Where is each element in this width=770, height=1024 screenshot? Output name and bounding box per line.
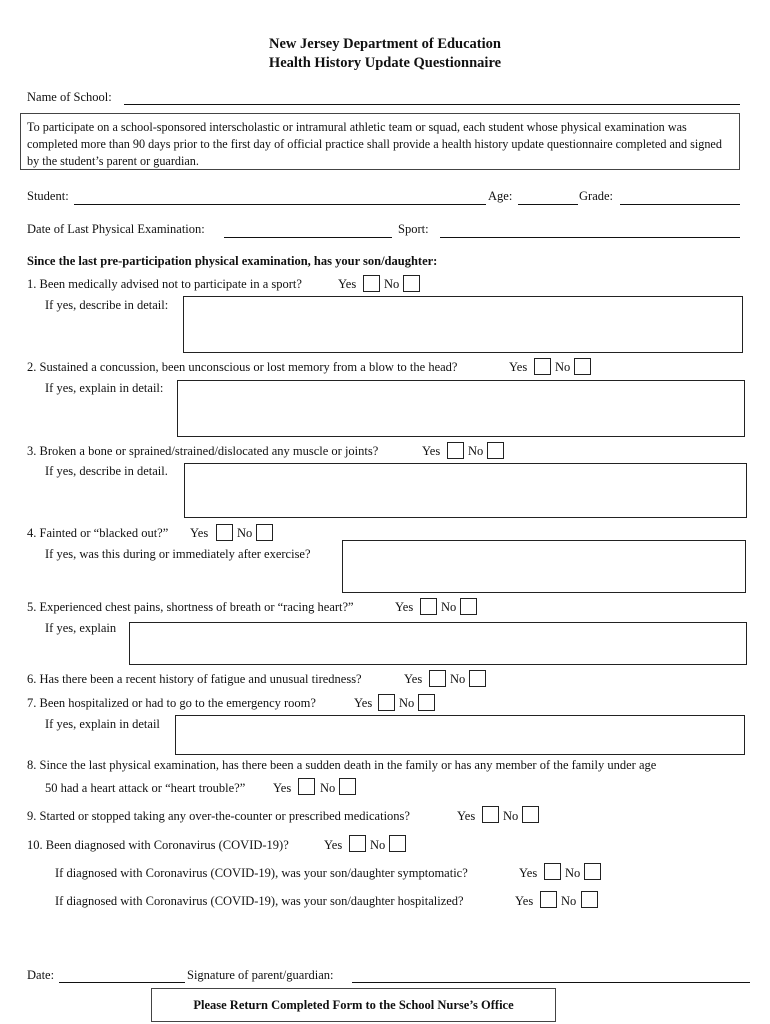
form-subtitle: Health History Update Questionnaire bbox=[268, 55, 502, 71]
q9-yes-checkbox[interactable] bbox=[482, 806, 499, 823]
student-field[interactable] bbox=[74, 204, 486, 205]
q6-no-checkbox[interactable] bbox=[469, 670, 486, 687]
q7-no-checkbox[interactable] bbox=[418, 694, 435, 711]
q3-yes-label: Yes bbox=[422, 444, 441, 458]
question-5: 5. Experienced chest pains, shortness of breath or “racing heart?” bbox=[27, 600, 354, 614]
q5-yes-label: Yes bbox=[395, 600, 414, 614]
school-name-label: Name of School: bbox=[27, 90, 112, 104]
date-label: Date: bbox=[27, 968, 55, 982]
age-label: Age: bbox=[488, 189, 513, 203]
q7-no-label: No bbox=[399, 696, 415, 710]
sport-field[interactable] bbox=[440, 237, 740, 238]
q9-no-checkbox[interactable] bbox=[522, 806, 539, 823]
q10-yes-label: Yes bbox=[324, 838, 343, 852]
q4-detail-label: If yes, was this during or immediately after exercise? bbox=[45, 547, 311, 561]
q2-no-label: No bbox=[555, 360, 571, 374]
grade-label: Grade: bbox=[579, 189, 614, 203]
q3-detail-field[interactable] bbox=[184, 463, 747, 518]
q2-no-checkbox[interactable] bbox=[574, 358, 591, 375]
q6-no-label: No bbox=[450, 672, 466, 686]
q10b-no-checkbox[interactable] bbox=[581, 891, 598, 908]
question-4: 4. Fainted or “blacked out?” bbox=[27, 526, 169, 540]
q4-no-label: No bbox=[237, 526, 253, 540]
q1-yes-checkbox[interactable] bbox=[363, 275, 380, 292]
q7-yes-checkbox[interactable] bbox=[378, 694, 395, 711]
q2-yes-label: Yes bbox=[509, 360, 528, 374]
q9-yes-label: Yes bbox=[457, 809, 476, 823]
q6-yes-checkbox[interactable] bbox=[429, 670, 446, 687]
q7-yes-label: Yes bbox=[354, 696, 373, 710]
question-8-line-2: 50 had a heart attack or “heart trouble?” bbox=[45, 781, 246, 795]
question-7: 7. Been hospitalized or had to go to the emergency room? bbox=[27, 696, 316, 710]
last-exam-field[interactable] bbox=[224, 237, 392, 238]
school-name-field[interactable] bbox=[124, 104, 740, 105]
q6-yes-label: Yes bbox=[404, 672, 423, 686]
q10b-no-label: No bbox=[561, 894, 577, 908]
last-exam-label: Date of Last Physical Examination: bbox=[27, 222, 205, 236]
question-8-line-1: 8. Since the last physical examination, has there been a sudden death in the family or has any member of the family under age bbox=[27, 758, 657, 772]
q4-no-checkbox[interactable] bbox=[256, 524, 273, 541]
q1-detail-label: If yes, describe in detail: bbox=[45, 298, 169, 312]
grade-field[interactable] bbox=[620, 204, 740, 205]
question-10b: If diagnosed with Coronavirus (COVID-19), was your son/daughter hospitalized? bbox=[55, 894, 464, 908]
q8-no-checkbox[interactable] bbox=[339, 778, 356, 795]
q10b-yes-checkbox[interactable] bbox=[540, 891, 557, 908]
q10a-no-checkbox[interactable] bbox=[584, 863, 601, 880]
question-10a: If diagnosed with Coronavirus (COVID-19), was your son/daughter symptomatic? bbox=[55, 866, 468, 880]
q3-no-label: No bbox=[468, 444, 484, 458]
q2-detail-label: If yes, explain in detail: bbox=[45, 381, 164, 395]
q9-no-label: No bbox=[503, 809, 519, 823]
q3-yes-checkbox[interactable] bbox=[447, 442, 464, 459]
question-6: 6. Has there been a recent history of fatigue and unusual tiredness? bbox=[27, 672, 362, 686]
q4-yes-checkbox[interactable] bbox=[216, 524, 233, 541]
q2-yes-checkbox[interactable] bbox=[534, 358, 551, 375]
age-field[interactable] bbox=[518, 204, 578, 205]
student-label: Student: bbox=[27, 189, 69, 203]
signature-field[interactable] bbox=[352, 982, 750, 983]
q10-no-label: No bbox=[370, 838, 386, 852]
form-title: New Jersey Department of Education bbox=[269, 36, 501, 52]
q5-yes-checkbox[interactable] bbox=[420, 598, 437, 615]
q10-no-checkbox[interactable] bbox=[389, 835, 406, 852]
q4-yes-label: Yes bbox=[190, 526, 209, 540]
q10b-yes-label: Yes bbox=[515, 894, 534, 908]
q7-detail-field[interactable] bbox=[175, 715, 745, 755]
q10-yes-checkbox[interactable] bbox=[349, 835, 366, 852]
q3-no-checkbox[interactable] bbox=[487, 442, 504, 459]
question-3: 3. Broken a bone or sprained/strained/dislocated any muscle or joints? bbox=[27, 444, 379, 458]
q8-yes-label: Yes bbox=[273, 781, 292, 795]
q5-detail-label: If yes, explain bbox=[45, 621, 117, 635]
q8-no-label: No bbox=[320, 781, 336, 795]
q1-detail-field[interactable] bbox=[183, 296, 743, 353]
q1-no-checkbox[interactable] bbox=[403, 275, 420, 292]
eligibility-notice: To participate on a school-sponsored interscholastic or intramural athletic team or squad, each student whose physical examination was completed more than 90 days prior to the first day of official practice shall provide a health history update questionnaire completed and signed by the student’s parent or guardian. bbox=[20, 113, 740, 170]
question-10: 10. Been diagnosed with Coronavirus (COVID-19)? bbox=[27, 838, 289, 852]
q1-no-label: No bbox=[384, 277, 400, 291]
q5-no-checkbox[interactable] bbox=[460, 598, 477, 615]
q5-no-label: No bbox=[441, 600, 457, 614]
q7-detail-label: If yes, explain in detail bbox=[45, 717, 160, 731]
q4-detail-field[interactable] bbox=[342, 540, 746, 593]
signature-label: Signature of parent/guardian: bbox=[187, 968, 334, 982]
q10a-yes-label: Yes bbox=[519, 866, 538, 880]
sport-label: Sport: bbox=[398, 222, 429, 236]
q1-yes-label: Yes bbox=[338, 277, 357, 291]
q10a-yes-checkbox[interactable] bbox=[544, 863, 561, 880]
date-field[interactable] bbox=[59, 982, 185, 983]
section-intro: Since the last pre-participation physical examination, has your son/daughter: bbox=[27, 254, 438, 268]
q8-yes-checkbox[interactable] bbox=[298, 778, 315, 795]
q3-detail-label: If yes, describe in detail. bbox=[45, 464, 168, 478]
question-2: 2. Sustained a concussion, been unconscious or lost memory from a blow to the head? bbox=[27, 360, 458, 374]
q5-detail-field[interactable] bbox=[129, 622, 747, 665]
return-instructions: Please Return Completed Form to the School Nurse’s Office bbox=[151, 988, 556, 1022]
q10a-no-label: No bbox=[565, 866, 581, 880]
q2-detail-field[interactable] bbox=[177, 380, 745, 437]
question-1: 1. Been medically advised not to participate in a sport? bbox=[27, 277, 302, 291]
question-9: 9. Started or stopped taking any over-the-counter or prescribed medications? bbox=[27, 809, 410, 823]
